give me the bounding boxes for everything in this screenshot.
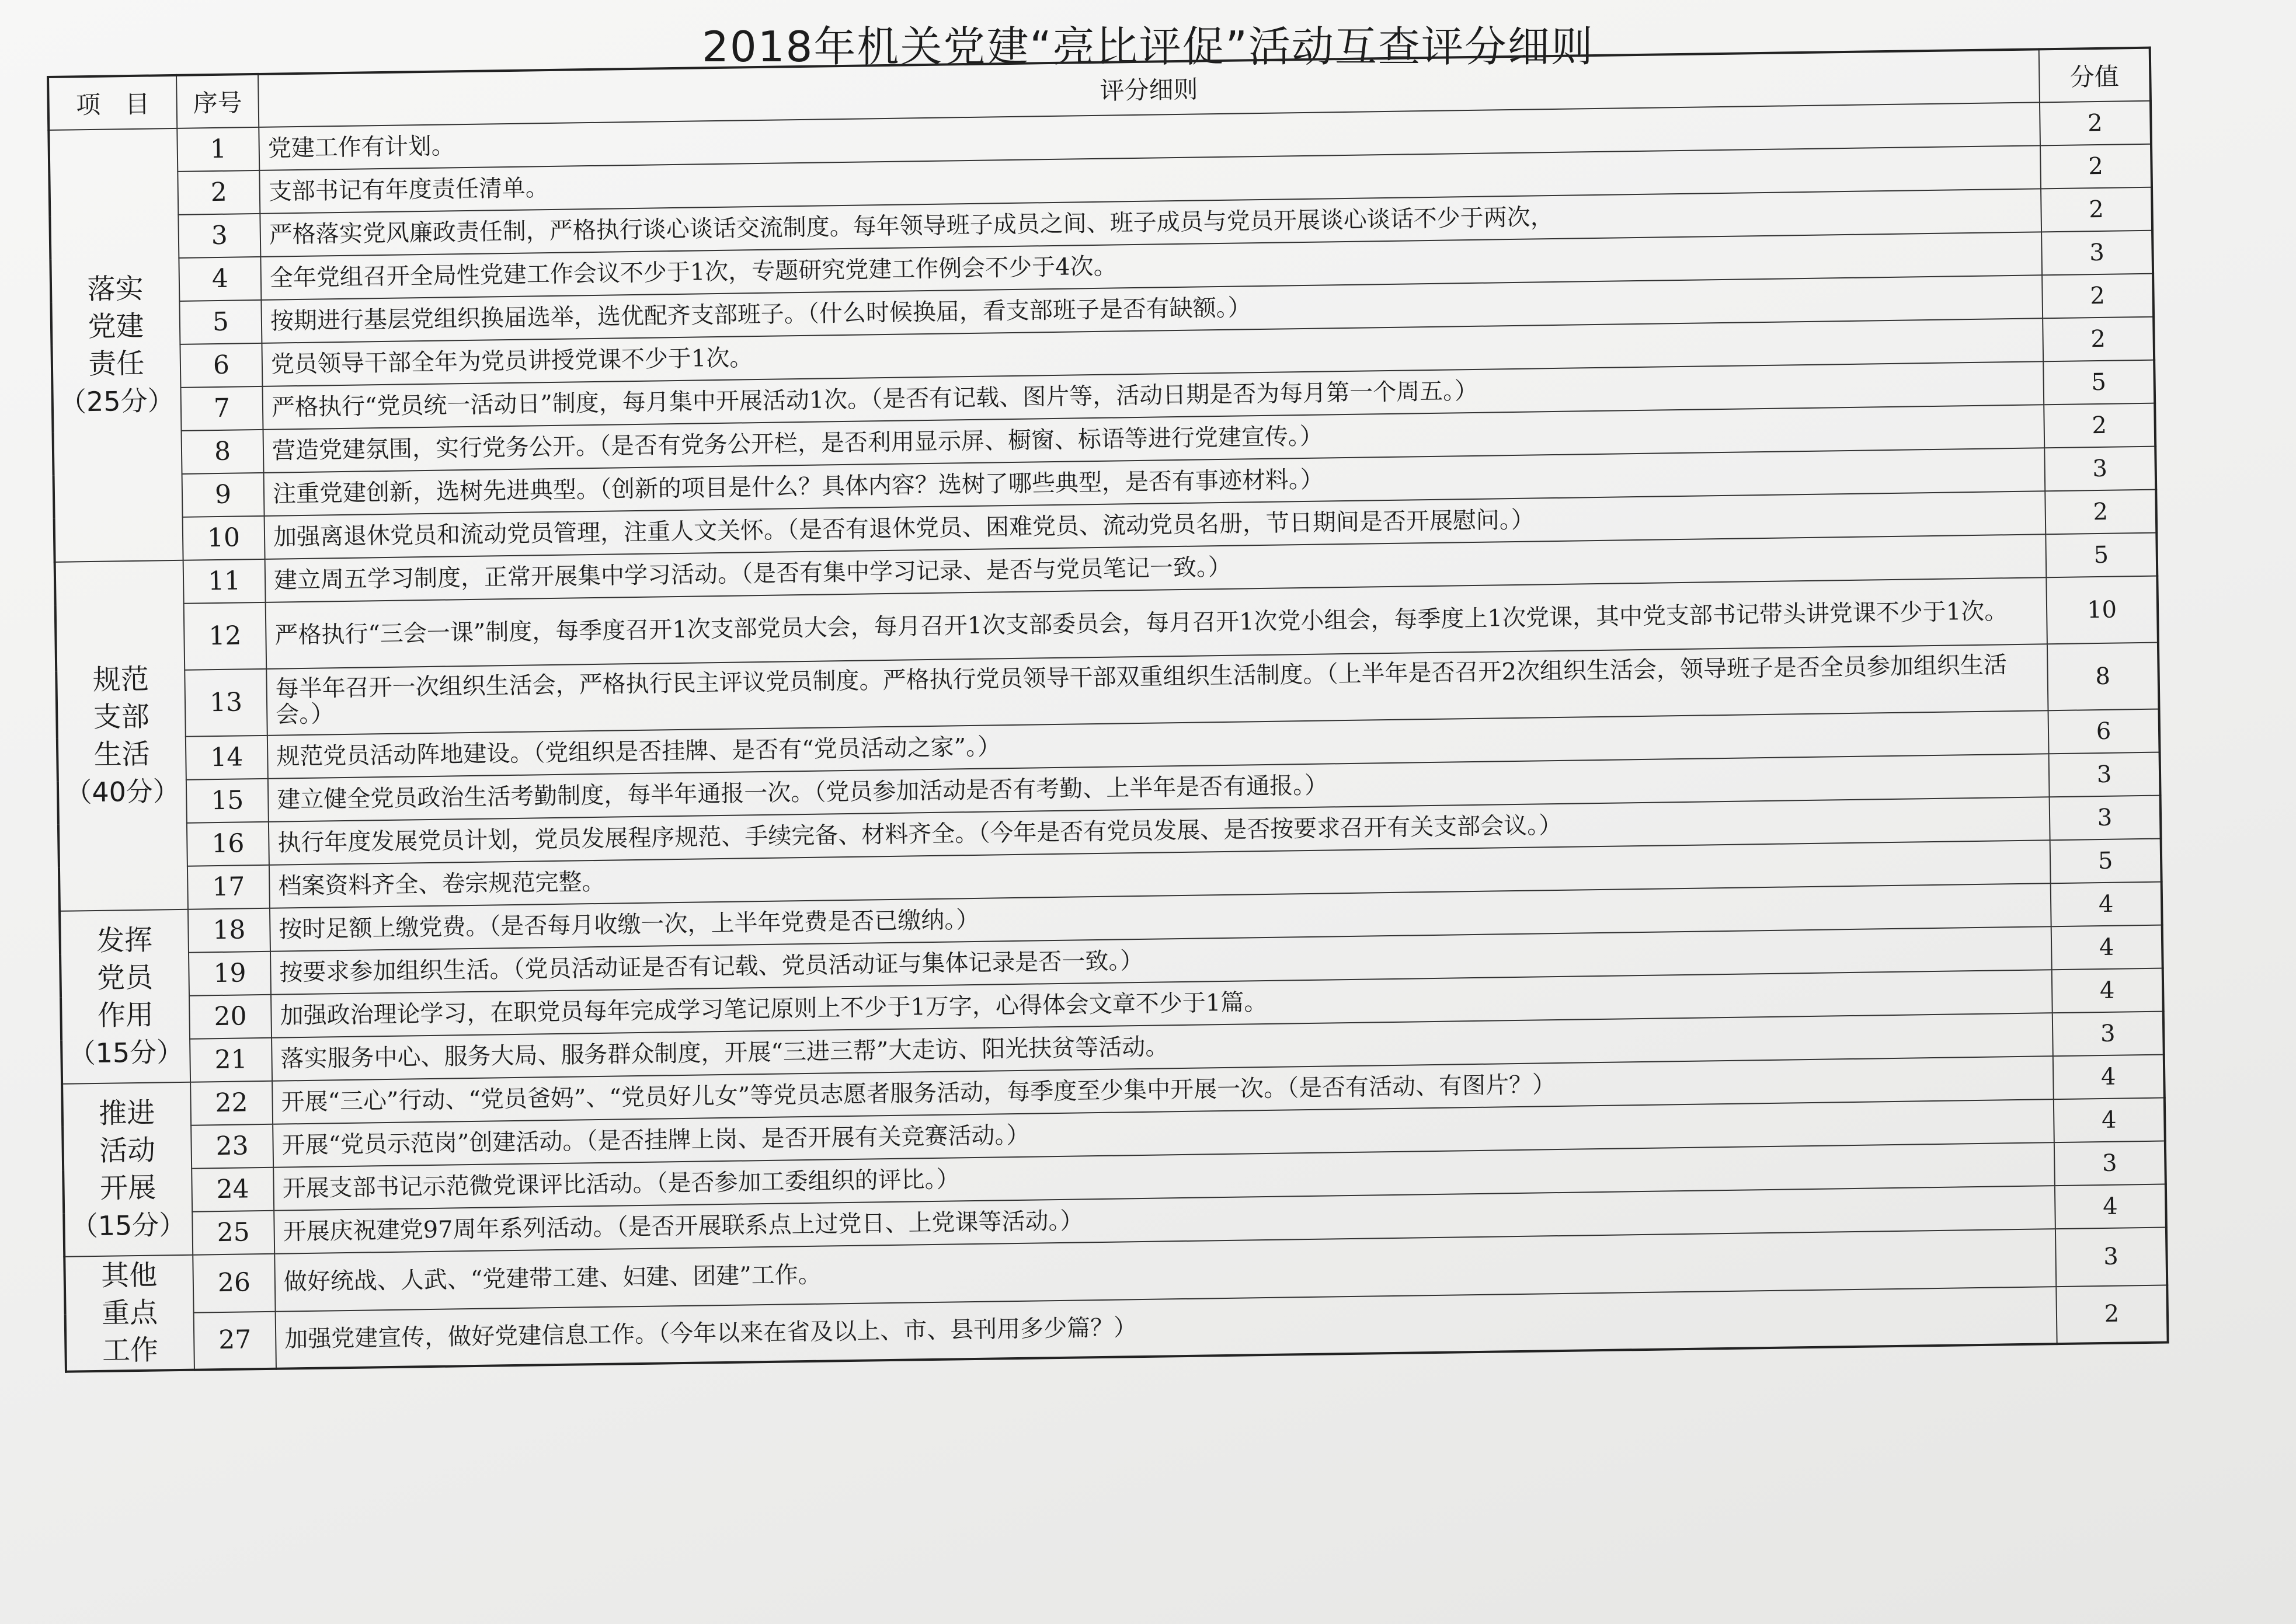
row-number: 3 xyxy=(178,214,260,258)
row-rule: 严格执行“三会一课”制度，每季度召开1次支部党员大会，每月召开1次支部委员会，每月召开1次党小组会，每季度上1次党课，其中党支部书记带头讲党课不少于1次。 xyxy=(266,577,2047,669)
row-score: 4 xyxy=(2051,925,2163,970)
row-number: 2 xyxy=(178,170,260,215)
row-rule: 加强离退休党员和流动党员管理，注重人文关怀。（是否有退休党员、困难党员、流动党员名册，节日期间是否开展慰问。） xyxy=(265,491,2046,559)
row-number: 25 xyxy=(192,1211,274,1255)
row-rule: 严格执行“党员统一活动日”制度，每月集中开展活动1次。（是否有记载、图片等，活动日期是否为每月第一个周五。） xyxy=(262,361,2044,430)
row-score: 5 xyxy=(2045,533,2157,578)
row-rule: 开展庆祝建党97周年系列活动。（是否开展联系点上过党日、上党课等活动。） xyxy=(274,1186,2055,1254)
row-rule: 党建工作有计划。 xyxy=(259,102,2040,170)
row-number: 4 xyxy=(179,257,261,301)
row-score: 2 xyxy=(2043,317,2154,362)
category-cell-5 xyxy=(64,1255,194,1372)
row-score: 8 xyxy=(2047,643,2159,711)
row-rule: 建立周五学习制度，正常开展集中学习活动。（是否有集中学习记录、是否与党员笔记一致。） xyxy=(265,534,2047,602)
row-score: 3 xyxy=(2044,447,2156,492)
row-score: 3 xyxy=(2054,1141,2166,1186)
row-score: 2 xyxy=(2041,187,2152,232)
row-rule: 营造党建氛围，实行党务公开。（是否有党务公开栏，是否利用显示屏、橱窗、标语等进行党建宣传。） xyxy=(263,405,2044,473)
row-score: 10 xyxy=(2046,576,2158,644)
row-score: 3 xyxy=(2049,752,2161,797)
row-rule: 规范党员活动阵地建设。（党组织是否挂牌、是否有“党员活动之家”。） xyxy=(267,710,2049,779)
row-number: 8 xyxy=(182,430,264,474)
score-table xyxy=(47,47,2169,1373)
category-name: 发挥党员作用 xyxy=(96,923,154,1032)
row-number: 16 xyxy=(187,822,269,866)
row-rule: 开展支部书记示范微党课评比活动。（是否参加工委组织的评比。） xyxy=(273,1142,2055,1211)
row-rule: 全年党组召开全局性党建工作会议不少于1次，专题研究党建工作例会不少于4次。 xyxy=(260,232,2042,300)
row-number: 20 xyxy=(189,995,272,1039)
category-name: 规范支部生活 xyxy=(92,663,151,771)
row-score: 4 xyxy=(2055,1184,2166,1229)
header-rule: 评分细则 xyxy=(258,49,2040,127)
row-rule: 执行年度发展党员计划，党员发展程序规范、手续完备、材料齐全。（今年是否有党员发展、是否按要求召开有关支部会议。） xyxy=(269,797,2050,865)
row-number: 19 xyxy=(189,952,271,996)
row-number: 5 xyxy=(179,300,262,344)
row-number: 27 xyxy=(194,1311,276,1369)
row-score: 3 xyxy=(2053,1012,2164,1057)
row-score: 4 xyxy=(2053,1055,2165,1100)
row-number: 22 xyxy=(190,1081,273,1125)
header-score: 分值 xyxy=(2039,48,2151,103)
row-rule: 开展“三心”行动、“党员爸妈”、“党员好儿女”等党员志愿者服务活动，每季度至少集中开展一次。（是否有活动、有图片？） xyxy=(272,1056,2054,1124)
row-number: 11 xyxy=(183,559,266,604)
row-number: 17 xyxy=(187,865,270,909)
row-rule: 注重党建创新，选树先进典型。（创新的项目是什么？具体内容？选树了哪些典型，是否有事迹材料。） xyxy=(264,448,2045,516)
category-cell-3 xyxy=(60,909,190,1084)
row-score: 4 xyxy=(2051,882,2162,927)
category-cell-2 xyxy=(55,560,188,911)
row-rule: 建立健全党员政治生活考勤制度，每半年通报一次。（党员参加活动是否有考勤、上半年是否有通报。） xyxy=(268,754,2050,822)
row-number: 26 xyxy=(193,1254,275,1312)
row-number: 18 xyxy=(188,908,270,953)
row-rule: 按要求参加组织生活。（党员活动证是否有记载、党员活动证与集体记录是否一致。） xyxy=(270,926,2052,995)
category-name: 其他重点工作 xyxy=(100,1259,159,1367)
category-points: （15分） xyxy=(71,1208,186,1242)
category-points: （15分） xyxy=(68,1036,184,1069)
row-score: 4 xyxy=(2054,1098,2165,1143)
row-number: 21 xyxy=(190,1038,272,1082)
row-rule: 落实服务中心、服务大局、服务群众制度，开展“三进三帮”大走访、阳光扶贫等活动。 xyxy=(272,1013,2053,1081)
row-rule: 做好统战、人武、“党建带工建、妇建、团建”工作。 xyxy=(274,1229,2056,1311)
row-score: 5 xyxy=(2050,839,2162,884)
row-number: 9 xyxy=(182,473,265,517)
row-rule: 按时足额上缴党费。（是否每月收缴一次，上半年党费是否已缴纳。） xyxy=(270,883,2051,952)
score-table-frame xyxy=(47,47,2167,1373)
row-score: 6 xyxy=(2048,709,2160,754)
row-rule: 加强政治理论学习，在职党员每年完成学习笔记原则上不少于1万字，心得体会文章不少于1篇。 xyxy=(271,970,2053,1038)
row-rule: 党员领导干部全年为党员讲授党课不少于1次。 xyxy=(262,318,2043,386)
row-score: 3 xyxy=(2055,1228,2167,1287)
header-category: 项 目 xyxy=(48,75,177,130)
row-score: 3 xyxy=(2050,796,2161,841)
row-number: 15 xyxy=(186,779,269,823)
document-title: 2018年机关党建“亮比评促”活动互查评分细则 xyxy=(702,22,1594,71)
row-score: 2 xyxy=(2042,274,2154,319)
category-points: （40分） xyxy=(64,775,180,808)
row-rule: 每半年召开一次组织生活会，严格执行民主评议党员制度。严格执行党员领导干部双重组织生活制度。（上半年是否召开2次组织生活会，领导班子是否全员参加组织生活会。） xyxy=(266,644,2048,736)
row-score: 2 xyxy=(2044,403,2155,448)
row-rule: 按期进行基层党组织换届选举，选优配齐支部班子。（什么时候换届，看支部班子是否有缺额。） xyxy=(261,275,2043,343)
row-score: 2 xyxy=(2040,144,2152,189)
row-number: 1 xyxy=(177,127,259,172)
category-name: 落实党建责任 xyxy=(87,272,145,381)
row-number: 23 xyxy=(191,1124,273,1169)
row-rule: 严格落实党风廉政责任制，严格执行谈心谈话交流制度。每年领导班子成员之间、班子成员与党员开展谈心谈话不少于两次， xyxy=(260,189,2041,257)
category-cell-4 xyxy=(62,1082,193,1257)
row-score: 2 xyxy=(2045,490,2156,535)
row-rule: 支部书记有年度责任清单。 xyxy=(259,145,2041,214)
row-number: 13 xyxy=(185,669,267,737)
row-score: 3 xyxy=(2041,231,2153,276)
row-number: 10 xyxy=(183,516,265,560)
row-score: 2 xyxy=(2040,101,2151,146)
row-score: 2 xyxy=(2056,1285,2168,1344)
row-score: 4 xyxy=(2052,968,2163,1013)
category-points: （25分） xyxy=(59,385,175,418)
row-rule: 开展“党员示范岗”创建活动。（是否挂牌上岗、是否开展有关竞赛活动。） xyxy=(273,1099,2054,1168)
row-number: 12 xyxy=(184,602,267,670)
header-seq: 序号 xyxy=(176,74,259,128)
row-score: 5 xyxy=(2043,360,2155,405)
row-number: 6 xyxy=(180,343,262,388)
category-name: 推进活动开展 xyxy=(98,1096,156,1205)
row-number: 14 xyxy=(186,736,268,780)
row-rule: 档案资料齐全、卷宗规范完整。 xyxy=(269,840,2051,908)
row-number: 24 xyxy=(192,1168,274,1212)
row-rule: 加强党建宣传，做好党建信息工作。（今年以来在省及以上、市、县刊用多少篇？） xyxy=(276,1287,2057,1369)
row-number: 7 xyxy=(180,386,263,431)
category-cell-1 xyxy=(48,128,183,562)
